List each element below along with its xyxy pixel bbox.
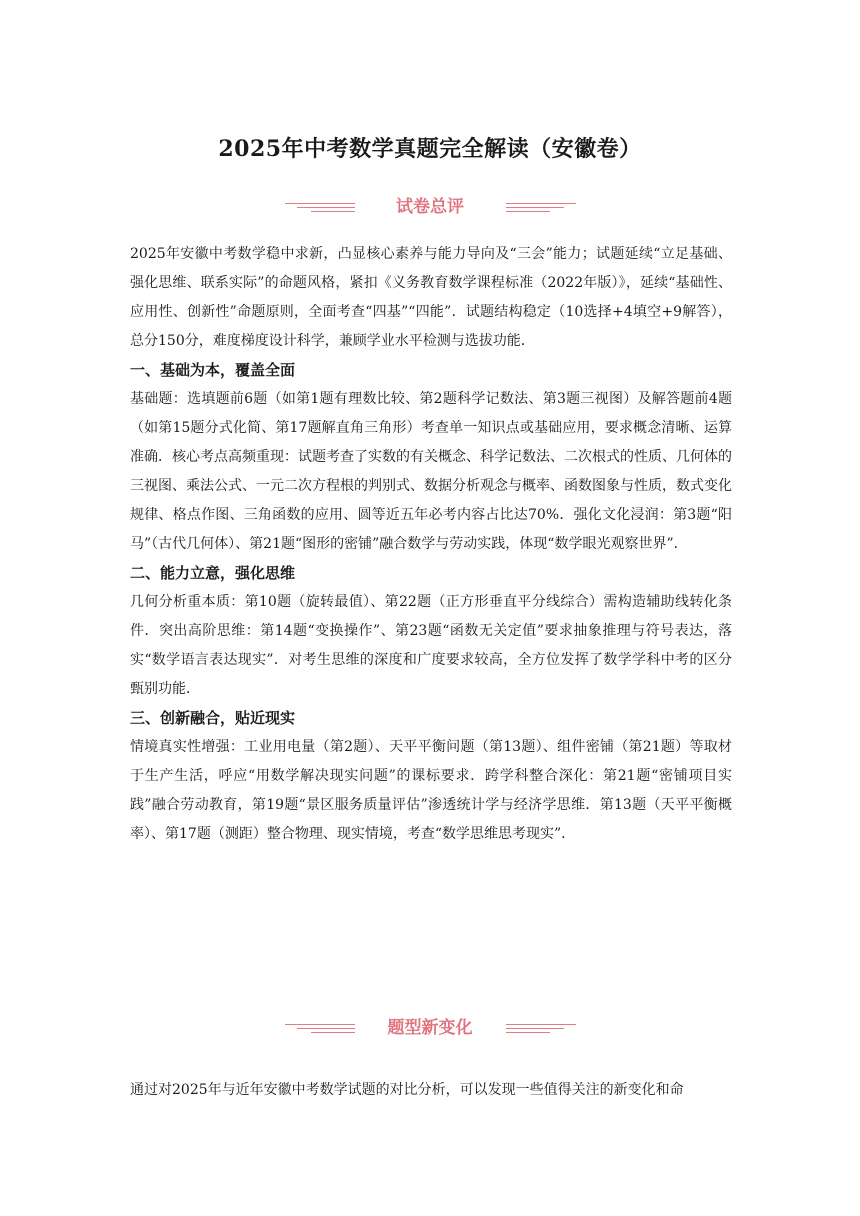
new-changes-content: [130, 1076, 732, 1105]
banner-right-decoration: [506, 200, 576, 214]
banner-label: 题型新变化: [387, 1018, 473, 1038]
section-heading: 二、能力立意，强化思维: [130, 564, 296, 582]
page-title: 2025年中考数学真题完全解读（安徽卷）: [218, 136, 642, 162]
overview-intro: 2025年安徽中考数学稳中求新，凸显核心素养与能力导向及“三会”能力；试题延续“立足基础、强化思维、联系实际”的命题风格，紧扣《义务教育数学课程标准（2022年版）》，延续“基础性、应用性、创新性”命题原则，全面考查“四基”“四能”．试题结构稳定（10选择+4填空+9解答），总分150分，难度梯度设计科学，兼顾学业水平检测与选拔功能．: [130, 246, 732, 349]
new-changes-intro: 通过对2025年与近年安徽中考数学试题的对比分析，可以发现一些值得关注的新变化和命: [130, 1082, 684, 1098]
section-heading: 一、基础为本，覆盖全面: [130, 361, 296, 379]
section-body: 基础题：选填题前6题（如第1题有理数比较、第2题科学记数法、第3题三视图）及解答题前4题（如第15题分式化简、第17题解直角三角形）考查单一知识点或基础应用，要求概念清晰、运算准确．核心考点高频重现：试题考查了实数的有关概念、科学记数法、二次根式的性质、几何体的三视图、乘法公式、一元二次方程根的判别式、数据分析观念与概率、函数图象与性质，数式变化规律、格点作图、三角函数的应用、圆等近五年必考内容占比达70%．强化文化浸润：第3题“阳马”（古代几何体）、第21题“图形的密铺”融合数学与劳动实践，体现“数学眼光观察世界”．: [130, 391, 732, 552]
section-body: 几何分析重本质：第10题（旋转最值）、第22题（正方形垂直平分线综合）需构造辅助线转化条件．突出高阶思维：第14题“变换操作”、第23题“函数无关定值”要求抽象推理与符号表达，落实“数学语言表达现实”．对考生思维的深度和广度要求较高，全方位发挥了数学学科中考的区分甄别功能．: [130, 594, 732, 697]
section-banner-new-changes: [0, 1013, 860, 1043]
section-heading: 三、创新融合，贴近现实: [130, 709, 296, 727]
section-banner-overview: [0, 192, 860, 222]
section-body: 情境真实性增强：工业用电量（第2题）、天平平衡问题（第13题）、组件密铺（第21题）等取材于生产生活，呼应“用数学解决现实问题”的课标要求．跨学科整合深化：第21题“密铺项目实践”融合劳动教育，第19题“景区服务质量评估”渗透统计学与经济学思维．第13题（天平平衡概率）、第17题（测距）整合物理、现实情境，考查“数学思维思考现实”．: [130, 739, 732, 842]
overview-content: [130, 240, 732, 849]
banner-right-decoration: [506, 1021, 576, 1035]
banner-label: 试卷总评: [396, 197, 464, 217]
